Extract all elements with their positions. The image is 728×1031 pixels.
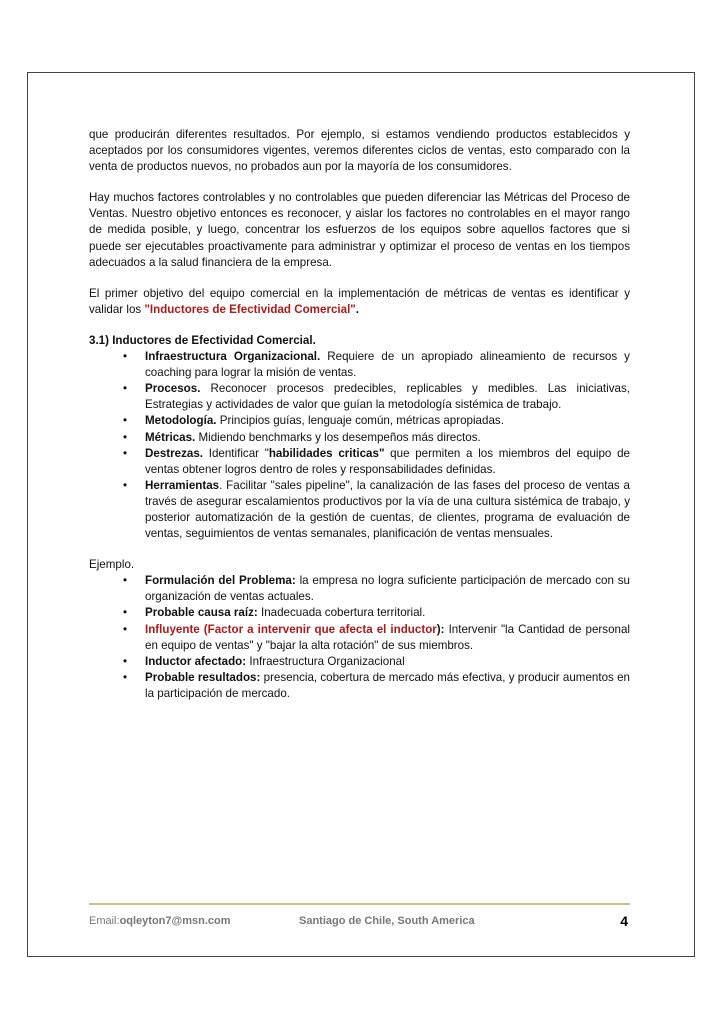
item-label: Probable causa raíz: [145, 606, 258, 620]
item-text: Identificar " [203, 446, 269, 460]
bullet-icon: • [123, 382, 128, 396]
list-item [89, 622, 630, 654]
list-item [89, 446, 630, 478]
bullet-icon: • [123, 446, 128, 460]
page-footer [89, 913, 630, 933]
item-label: Inductor afectado: [145, 654, 247, 668]
list-item [89, 654, 630, 670]
item-label: Infraestructura Organizacional. [145, 350, 321, 364]
inductores-list [89, 349, 630, 542]
paragraph-2: Hay muchos factores controlables y no controlables que pueden diferenciar las Métricas del Proceso de Ventas. Nuestro objetivo entonces es reconocer, y aislar los factores no controlables en el mayor rango de medida posible, y luego, concentrar los esfuerzos de los equipos sobre aquellos factores que si puede ser ejecutables proactivamente para administrar y optimizar el proceso de ventas en los tiempos adecuados a la salud financiera de la empresa. [89, 191, 630, 269]
paragraph-1: que producirán diferentes resultados. Por ejemplo, si estamos vendiendo productos establecidos y aceptados por los consumidores vigentes, veremos diferentes ciclos de ventas, esto comparado con la venta de productos nuevos, no probados aun por la mayoría de los consumidores. [89, 128, 630, 174]
bullet-icon: • [123, 478, 128, 492]
item-label-red: Influyente (Factor a intervenir que afecta el inductor [145, 622, 437, 636]
bullet-icon: • [123, 670, 128, 684]
bullet-icon: • [123, 654, 128, 668]
bullet-icon: • [123, 350, 128, 364]
bullet-icon: • [123, 622, 128, 636]
highlight-inductores: "Inductores de Efectividad Comercial" [144, 302, 356, 316]
paragraph-3-text: El primer objetivo del equipo comercial en la implementación de métricas de ventas es identificar y validar los [89, 286, 630, 316]
item-label: Herramientas [145, 478, 220, 492]
item-text: Reconocer procesos predecibles, replicables y medibles. Las iniciativas, Estrategias y actividades de valor que guían la metodología sistémica de trabajo. [145, 382, 630, 412]
page-content [89, 127, 630, 717]
list-item [89, 478, 630, 542]
item-text: Principios guías, lenguaje común, métricas apropiadas. [216, 414, 504, 428]
item-text-2: que permiten a los miembros del equipo de ventas obtener logros dentro de roles y responsabilidades definidas. [145, 446, 630, 476]
item-text: Inadecuada cobertura territorial. [257, 606, 426, 620]
paragraph-3-end: . [355, 302, 360, 316]
item-text: . Facilitar "sales pipeline", la canalización de las fases del proceso de ventas a través de asegurar escalamientos productivos por la vía de una cultura sistémica de trabajo, y posterior automatización de la gestión de cuentas, de clientes, programa de evaluación de ventas, seguimientos de ventas semanales, planificación de ventas mensuales. [145, 478, 630, 541]
list-item [89, 349, 630, 381]
example-list [89, 573, 630, 702]
item-text: Midiendo benchmarks y los desempeños más directos. [195, 430, 481, 444]
item-label: Destrezas. [145, 446, 204, 460]
item-label: Métricas. [145, 430, 196, 444]
list-item [89, 430, 630, 446]
page-number: 4 [620, 913, 628, 929]
item-label: Metodología. [145, 414, 217, 428]
item-text: Requiere de un apropiado alineamiento de recursos y coaching para lograr la misión de ventas. [145, 350, 630, 380]
item-text: Infraestructura Organizacional [246, 654, 405, 668]
item-label: Formulación del Problema: [145, 574, 296, 588]
item-label-2: habilidades criticas" [268, 446, 385, 460]
item-text: presencia, cobertura de mercado más efectiva, y producir aumentos en la participación de mercado. [145, 670, 630, 700]
item-label: Procesos. [145, 382, 201, 396]
paragraph-3 [89, 286, 630, 318]
footer-divider [89, 903, 630, 905]
list-item [89, 381, 630, 413]
section-heading: 3.1) Inductores de Efectividad Comercial. [89, 333, 316, 347]
footer-location: Santiago de Chile, South America [299, 915, 475, 927]
email-label: Email: [89, 915, 120, 927]
example-label: Ejemplo. [89, 558, 135, 572]
list-item [89, 573, 630, 605]
footer-email [89, 915, 231, 927]
item-label: Probable resultados: [145, 670, 261, 684]
list-item [89, 670, 630, 702]
list-item [89, 413, 630, 429]
bullet-icon: • [123, 606, 128, 620]
bullet-icon: • [123, 574, 128, 588]
item-label: ): [436, 622, 445, 636]
list-item [89, 605, 630, 621]
bullet-icon: • [123, 430, 128, 444]
item-text: la empresa no logra suficiente participación de mercado con su organización de ventas actuales. [145, 574, 630, 604]
email-address: oqleyton7@msn.com [119, 915, 231, 927]
bullet-icon: • [123, 414, 128, 428]
item-text: Intervenir "la Cantidad de personal en equipo de ventas" y "bajar la alta rotación" de sus miembros. [145, 622, 630, 652]
